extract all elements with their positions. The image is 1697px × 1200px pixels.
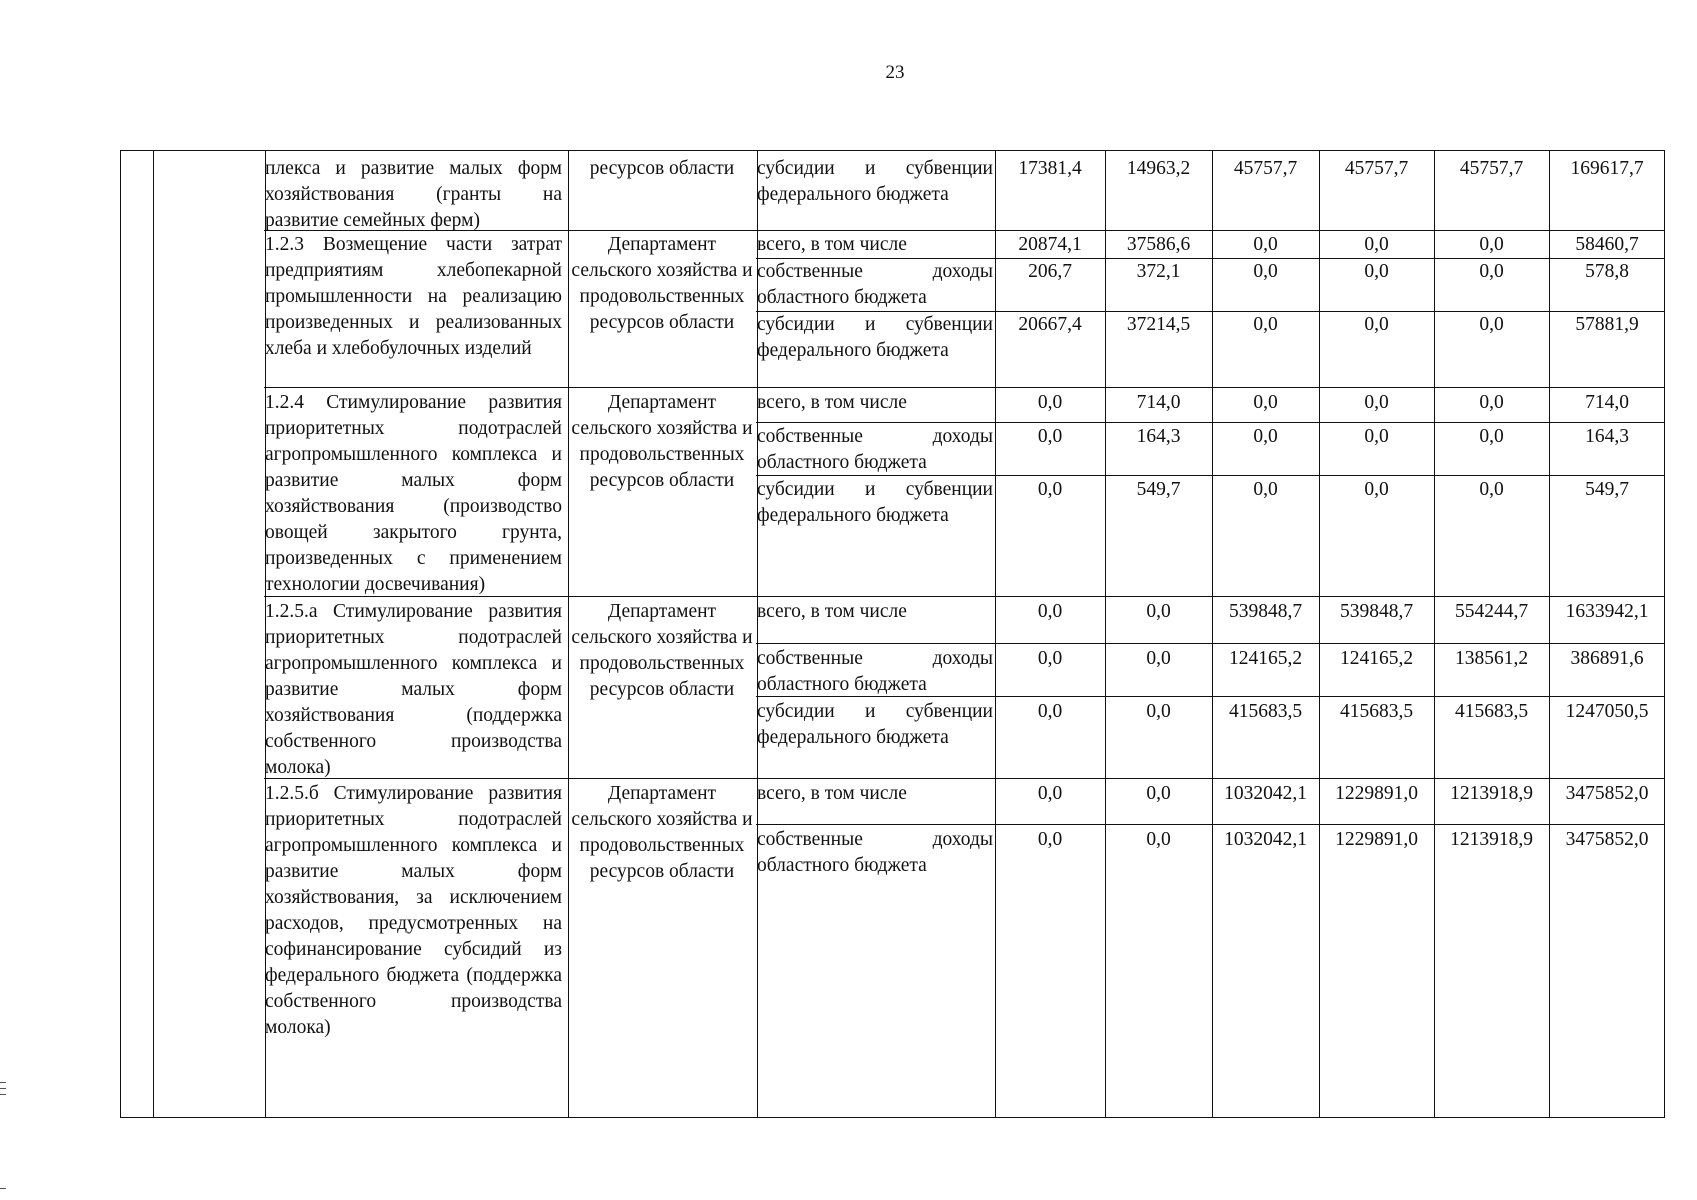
- row-border: [264, 387, 1665, 388]
- value-cell: 0,0: [1037, 479, 1063, 500]
- value-cell: 0,0: [1364, 392, 1389, 413]
- column-border: [1212, 151, 1213, 1117]
- column-border: [1105, 151, 1106, 1117]
- scan-mark: [0, 1188, 6, 1189]
- measure-text: плекса и развитие малых форм хозяйствования (гранты на развитие семейных ферм): [265, 158, 562, 231]
- measure-text: 1.2.3 Возмещение части затрат предприятиям хлебопекарной промышленности на реализацию произведенных и реализованных хлеба и хлебобулочных изделий: [265, 234, 562, 359]
- value-cell: 206,7: [1028, 261, 1072, 282]
- value-cell: 554244,7: [1454, 601, 1529, 622]
- value-cell: 0,0: [1037, 701, 1063, 722]
- column-border: [1434, 151, 1435, 1117]
- value-cell: 124165,2: [1339, 648, 1414, 669]
- value-cell: 0,0: [1253, 479, 1278, 500]
- funding-source: всего, в том числе: [757, 783, 907, 804]
- value-cell: 0,0: [1037, 426, 1063, 447]
- value-cell: 0,0: [1146, 648, 1171, 669]
- value-cell: 415683,5: [1228, 701, 1303, 722]
- department-text: Департамент сельского хозяйства и продовольственных ресурсов области: [571, 601, 753, 700]
- funding-source: собственные доходы областного бюджета: [757, 426, 993, 473]
- funding-source: всего, в том числе: [757, 234, 907, 255]
- department-text: ресурсов области: [589, 158, 735, 179]
- column-border: [1549, 151, 1550, 1117]
- value-cell: 0,0: [1253, 234, 1278, 255]
- value-cell: 17381,4: [1018, 158, 1082, 179]
- scan-mark: [0, 1088, 6, 1089]
- funding-source: субсидии и субвенции федерального бюджета: [757, 158, 993, 205]
- column-border: [995, 151, 996, 1117]
- value-cell: 1229891,0: [1335, 783, 1418, 804]
- funding-source: субсидии и субвенции федерального бюджета: [757, 479, 993, 526]
- value-cell: 578,8: [1585, 261, 1629, 282]
- department-text: Департамент сельского хозяйства и продовольственных ресурсов области: [571, 783, 753, 882]
- value-cell: 0,0: [1364, 314, 1389, 335]
- value-cell: 138561,2: [1454, 648, 1529, 669]
- value-cell: 0,0: [1037, 783, 1063, 804]
- funding-source: собственные доходы областного бюджета: [757, 648, 993, 695]
- value-cell: 45757,7: [1233, 158, 1298, 179]
- funding-source: субсидии и субвенции федерального бюджета: [757, 314, 993, 361]
- value-cell: 549,7: [1136, 479, 1181, 500]
- value-cell: 0,0: [1253, 314, 1278, 335]
- value-cell: 0,0: [1037, 601, 1063, 622]
- value-cell: 539848,7: [1228, 601, 1303, 622]
- value-cell: 415683,5: [1454, 701, 1529, 722]
- value-cell: 169617,7: [1570, 158, 1644, 179]
- value-cell: 1213918,9: [1450, 829, 1533, 850]
- value-cell: 58460,7: [1575, 234, 1639, 255]
- value-cell: 57881,9: [1575, 314, 1639, 335]
- value-cell: 1032042,1: [1224, 783, 1307, 804]
- value-cell: 714,0: [1136, 392, 1181, 413]
- value-cell: 45757,7: [1459, 158, 1524, 179]
- value-cell: 549,7: [1585, 479, 1629, 500]
- column-border: [153, 151, 154, 1117]
- value-cell: 0,0: [1146, 783, 1171, 804]
- value-cell: 14963,2: [1126, 158, 1191, 179]
- value-cell: 1247050,5: [1565, 701, 1649, 722]
- value-cell: 0,0: [1364, 261, 1389, 282]
- value-cell: 1229891,0: [1335, 829, 1418, 850]
- value-cell: 37214,5: [1126, 314, 1191, 335]
- scan-mark: [0, 1082, 6, 1083]
- value-cell: 0,0: [1146, 829, 1171, 850]
- value-cell: 124165,2: [1228, 648, 1303, 669]
- value-cell: 164,3: [1585, 426, 1629, 447]
- value-cell: 0,0: [1037, 648, 1063, 669]
- measure-text: 1.2.5.б Стимулирование развития приоритетных подотраслей агропромышленного комплекса и развитие малых форм хозяйствования, за исключением расходов, предусмотренных на софинансирование субсидий из федерального бюджета (поддержка собственного производства молока): [265, 783, 562, 1038]
- value-cell: 0,0: [1364, 234, 1389, 255]
- measure-text: 1.2.4 Стимулирование развития приоритетных подотраслей агропромышленного комплекса и развитие малых форм хозяйствования (производство овощей закрытого грунта, произведенных с применением технологии досвечивания): [265, 392, 562, 595]
- value-cell: 3475852,0: [1565, 829, 1649, 850]
- measure-text: 1.2.5.а Стимулирование развития приоритетных подотраслей агропромышленного комплекса и развитие малых форм хозяйствования (поддержка собственного производства молока): [265, 601, 562, 778]
- value-cell: 0,0: [1253, 261, 1278, 282]
- page-number: 23: [885, 62, 905, 83]
- subrow-border: [756, 643, 1665, 644]
- value-cell: 20874,1: [1018, 234, 1082, 255]
- subrow-border: [756, 422, 1665, 423]
- value-cell: 164,3: [1136, 426, 1181, 447]
- value-cell: 1213918,9: [1450, 783, 1533, 804]
- value-cell: 20667,4: [1018, 314, 1082, 335]
- value-cell: 0,0: [1146, 601, 1171, 622]
- funding-source: всего, в том числе: [757, 601, 907, 622]
- value-cell: 415683,5: [1339, 701, 1414, 722]
- value-cell: 0,0: [1479, 261, 1504, 282]
- column-border: [1319, 151, 1320, 1117]
- funding-source: собственные доходы областного бюджета: [757, 261, 993, 308]
- value-cell: 0,0: [1479, 314, 1504, 335]
- value-cell: 1032042,1: [1224, 829, 1307, 850]
- value-cell: 37586,6: [1126, 234, 1191, 255]
- subrow-border: [756, 824, 1665, 825]
- value-cell: 1633942,1: [1565, 601, 1649, 622]
- value-cell: 372,1: [1136, 261, 1181, 282]
- funding-source: субсидии и субвенции федерального бюджета: [757, 701, 993, 748]
- value-cell: 0,0: [1479, 426, 1504, 447]
- value-cell: 714,0: [1585, 392, 1629, 413]
- value-cell: 0,0: [1364, 479, 1389, 500]
- value-cell: 0,0: [1037, 392, 1063, 413]
- value-cell: 0,0: [1146, 701, 1171, 722]
- funding-source: собственные доходы областного бюджета: [757, 829, 993, 876]
- value-cell: 0,0: [1037, 829, 1063, 850]
- value-cell: 0,0: [1479, 479, 1504, 500]
- department-text: Департамент сельского хозяйства и продовольственных ресурсов области: [571, 234, 753, 333]
- value-cell: 3475852,0: [1565, 783, 1649, 804]
- value-cell: 0,0: [1479, 392, 1504, 413]
- funding-source: всего, в том числе: [757, 392, 907, 413]
- scan-mark: [0, 1094, 6, 1095]
- value-cell: 0,0: [1253, 392, 1278, 413]
- value-cell: 386891,6: [1570, 648, 1644, 669]
- value-cell: 0,0: [1479, 234, 1504, 255]
- value-cell: 539848,7: [1339, 601, 1414, 622]
- value-cell: 45757,7: [1344, 158, 1409, 179]
- value-cell: 0,0: [1364, 426, 1389, 447]
- department-text: Департамент сельского хозяйства и продовольственных ресурсов области: [571, 392, 753, 491]
- value-cell: 0,0: [1253, 426, 1278, 447]
